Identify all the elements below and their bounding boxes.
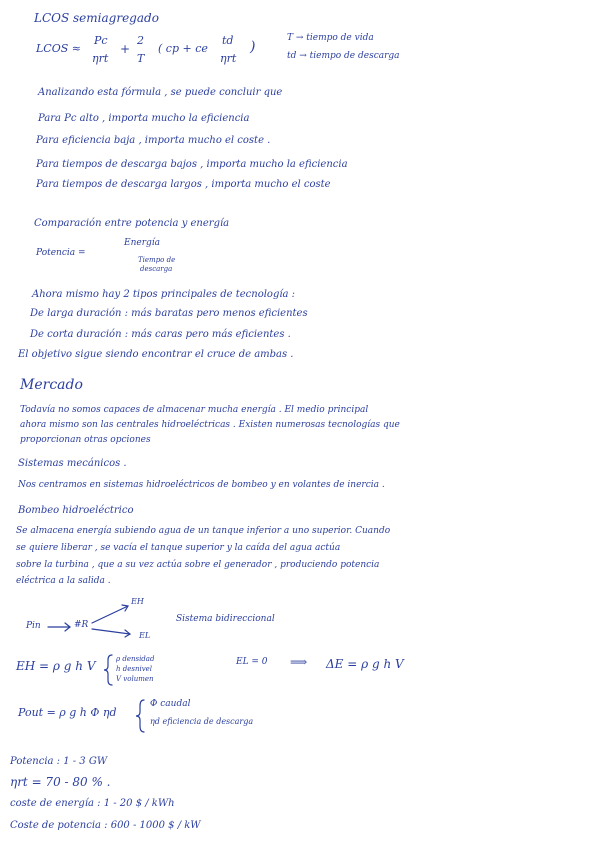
diagram-node: #R [74,620,89,630]
market-paragraph: ahora mismo son las centrales hidroeléctricas . Existen numerosas tecnologías que [20,420,400,430]
eh-brace [104,655,112,685]
market-paragraph: proporcionan otras opciones [20,435,151,445]
eh-arrow [92,606,128,623]
delta-e-equation: ΔE = ρ g h V [326,657,404,671]
pout-brace [136,700,144,732]
lcos-frac1-num: Pc [94,34,108,47]
brace-flow: Φ caudal [150,699,191,709]
pout-equation: Pout = ρ g h Φ ηd [18,706,117,719]
lcos-heading: LCOS semiagregado [34,11,159,25]
analysis-line: Para Pc alto , importa mucho la eficiencia [38,113,250,124]
market-heading: Mercado [20,377,83,393]
lcos-frac3-num: td [222,34,234,47]
analysis-line: Para tiempos de descarga bajos , importa mucho la eficiencia [36,159,348,170]
stat-power: Potencia : 1 - 3 GW [10,756,108,767]
mechanical-heading: Sistemas mecánicos . [18,458,127,469]
mechanical-text: Nos centramos en sistemas hidroeléctricos de bombeo y en volantes de inercia . [18,480,385,490]
pumped-paragraph: se quiere liberar , se vacía el tanque superior y la caída del agua actúa [16,543,341,553]
lcos-frac1-den: ηrt [92,52,109,65]
pumped-heading: Bombeo hidroeléctrico [18,505,134,516]
lcos-frac3-den: ηrt [220,52,237,65]
brace-density: ρ densidad [116,655,155,663]
pumped-paragraph: Se almacena energía subiendo agua de un tanque inferior a uno superior. Cuando [16,526,391,536]
brace-discharge-efficiency: ηd eficiencia de descarga [150,717,254,726]
comparison-line: De larga duración : más baratas pero menos eficientes [30,308,308,319]
eh-equation: EH = ρ g h V [16,659,96,673]
el-arrow [92,629,130,634]
pumped-paragraph: eléctrica a la salida . [16,576,111,586]
lcos-plus: + [120,42,131,56]
lcos-note-discharge: td → tiempo de descarga [287,51,400,61]
brace-height: h desnivel [116,665,153,673]
lcos-note-lifetime: T → tiempo de vida [287,33,374,43]
lcos-paren-mid: ( cp + ce [158,42,208,55]
power-denominator-2: descarga [140,265,173,273]
analysis-line: Para tiempos de descarga largos , importa mucho el coste [36,179,331,190]
brace-volume: V volumen [116,675,154,683]
comparison-line: De corta duración : más caras pero más eficientes . [30,329,291,340]
analysis-intro: Analizando esta fórmula , se puede concluir que [38,87,283,98]
implies-symbol: ⟹ [290,655,308,669]
market-paragraph: Todavía no somos capaces de almacenar mucha energía . El medio principal [20,405,369,415]
stat-power-cost: Coste de potencia : 600 - 1000 $ / kW [10,820,201,831]
power-numerator: Energía [124,238,160,248]
power-denominator-1: Tiempo de [138,256,176,264]
pin-label: Pin [26,621,41,631]
comparison-line: Ahora mismo hay 2 tipos principales de tecnología : [32,289,296,300]
lcos-frac2-num: 2 [137,34,144,47]
stat-efficiency: ηrt = 70 - 80 % . [10,775,111,789]
analysis-line: Para eficiencia baja , importa mucho el coste . [36,135,271,146]
stat-energy-cost: coste de energía : 1 - 20 $ / kWh [10,798,175,809]
el-equation: EL = 0 [236,657,268,667]
lcos-lhs: LCOS ≈ [36,42,81,55]
comparison-line: El objetivo sigue siendo encontrar el cruce de ambas . [18,349,294,360]
power-lhs: Potencia = [36,248,86,258]
lcos-frac2-den: T [137,52,145,65]
eh-label: EH [131,597,144,606]
lcos-paren-close: ) [250,39,256,55]
diagram-caption: Sistema bidireccional [176,614,275,624]
comparison-heading: Comparación entre potencia y energía [34,218,230,229]
pumped-paragraph: sobre la turbina , que a su vez actúa sobre el generador , produciendo potencia [16,560,380,570]
el-label: EL [139,631,151,640]
